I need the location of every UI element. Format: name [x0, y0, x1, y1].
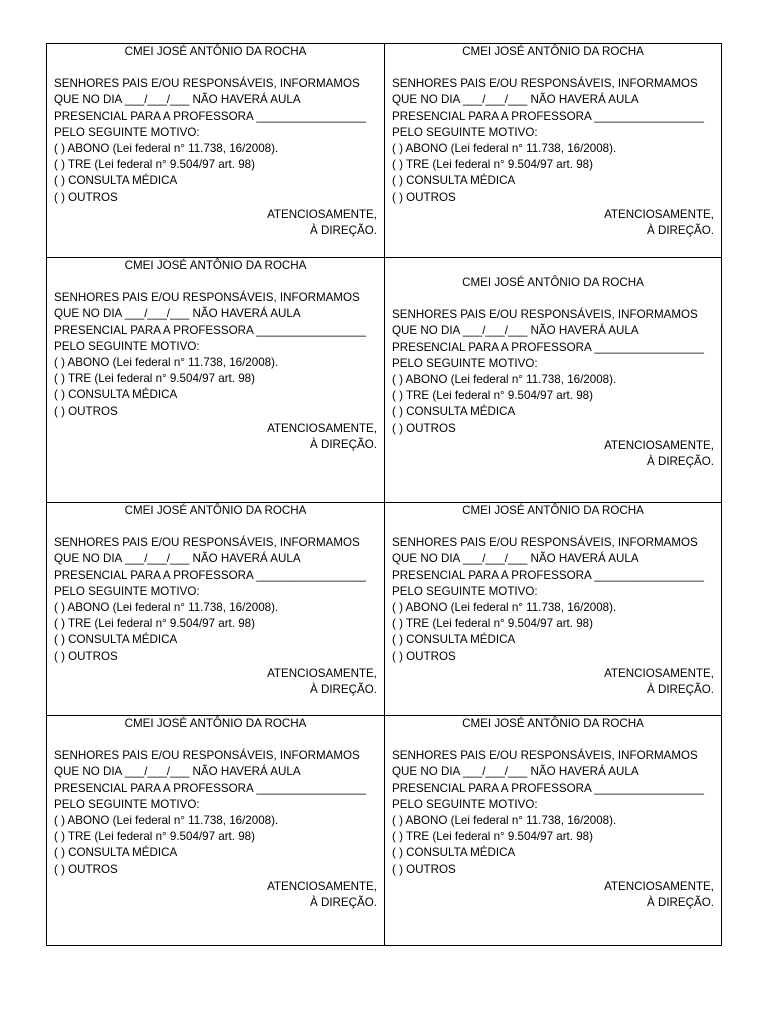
option-outros: ( ) OUTROS [54, 404, 118, 418]
notice-text-line-4: PELO SEGUINTE MOTIVO: [392, 797, 538, 811]
option-consulta-medica: ( ) CONSULTA MÉDICA [54, 388, 178, 402]
option-consulta-medica: ( ) CONSULTA MÉDICA [392, 633, 516, 647]
option-abono: ( ) ABONO (Lei federal n° 11.738, 16/2008). [392, 373, 617, 387]
notice-card-8 [384, 715, 722, 946]
option-tre: ( ) TRE (Lei federal n° 9.504/97 art. 98) [392, 617, 593, 631]
school-name: CMEI JOSÉ ANTÔNIO DA ROCHA [124, 45, 307, 58]
option-abono: ( ) ABONO (Lei federal n° 11.738, 16/2008). [54, 814, 279, 828]
notice-text-line-3: PRESENCIAL PARA A PROFESSORA _________________ [392, 781, 704, 795]
closing-signature: À DIREÇÃO. [310, 224, 377, 238]
option-abono: ( ) ABONO (Lei federal n° 11.738, 16/2008). [392, 601, 617, 615]
notice-text-line-2: QUE NO DIA ___/___/___ NÃO HAVERÁ AULA [392, 765, 639, 779]
notice-sheet [46, 43, 722, 946]
notice-card-3 [46, 257, 385, 503]
option-tre: ( ) TRE (Lei federal n° 9.504/97 art. 98) [54, 372, 255, 386]
option-abono: ( ) ABONO (Lei federal n° 11.738, 16/2008). [54, 142, 279, 156]
notice-text-line-2: QUE NO DIA ___/___/___ NÃO HAVERÁ AULA [54, 765, 301, 779]
notice-card-5 [46, 502, 385, 716]
closing-signature: À DIREÇÃO. [310, 896, 377, 910]
closing-regards: ATENCIOSAMENTE, [604, 879, 714, 893]
notice-text-line-3: PRESENCIAL PARA A PROFESSORA _________________ [392, 340, 704, 354]
option-consulta-medica: ( ) CONSULTA MÉDICA [54, 633, 178, 647]
option-outros: ( ) OUTROS [392, 649, 456, 663]
notice-text-line-2: QUE NO DIA ___/___/___ NÃO HAVERÁ AULA [392, 324, 639, 338]
closing-signature: À DIREÇÃO. [647, 455, 714, 469]
notice-text-line-4: PELO SEGUINTE MOTIVO: [54, 584, 200, 598]
notice-text-line-4: PELO SEGUINTE MOTIVO: [54, 797, 200, 811]
option-outros: ( ) OUTROS [392, 862, 456, 876]
option-outros: ( ) OUTROS [392, 190, 456, 204]
school-name: CMEI JOSÉ ANTÔNIO DA ROCHA [462, 45, 644, 58]
option-outros: ( ) OUTROS [392, 421, 456, 435]
closing-signature: À DIREÇÃO. [310, 438, 377, 452]
closing-regards: ATENCIOSAMENTE, [267, 666, 377, 680]
notice-text-line-1: SENHORES PAIS E/OU RESPONSÁVEIS, INFORMAMOS [392, 77, 698, 91]
option-abono: ( ) ABONO (Lei federal n° 11.738, 16/2008). [392, 142, 617, 156]
notice-card-7 [46, 715, 385, 946]
notice-text-line-3: PRESENCIAL PARA A PROFESSORA _________________ [392, 568, 704, 582]
school-name: CMEI JOSÉ ANTÔNIO DA ROCHA [462, 504, 644, 517]
notice-card-4 [384, 257, 722, 503]
notice-card-1 [46, 43, 385, 258]
notice-text-line-4: PELO SEGUINTE MOTIVO: [392, 125, 538, 139]
notice-text-line-1: SENHORES PAIS E/OU RESPONSÁVEIS, INFORMAMOS [392, 308, 698, 322]
closing-regards: ATENCIOSAMENTE, [604, 438, 714, 452]
school-name: CMEI JOSÉ ANTÔNIO DA ROCHA [462, 276, 644, 289]
notice-text-line-3: PRESENCIAL PARA A PROFESSORA _________________ [54, 781, 366, 795]
closing-signature: À DIREÇÃO. [647, 683, 714, 697]
option-outros: ( ) OUTROS [54, 649, 118, 663]
closing-signature: À DIREÇÃO. [647, 224, 714, 238]
option-tre: ( ) TRE (Lei federal n° 9.504/97 art. 98) [392, 158, 593, 172]
notice-text-line-1: SENHORES PAIS E/OU RESPONSÁVEIS, INFORMAMOS [392, 749, 698, 763]
option-consulta-medica: ( ) CONSULTA MÉDICA [392, 405, 516, 419]
school-name: CMEI JOSÉ ANTÔNIO DA ROCHA [462, 717, 644, 730]
notice-text-line-1: SENHORES PAIS E/OU RESPONSÁVEIS, INFORMAMOS [392, 536, 698, 550]
notice-text-line-2: QUE NO DIA ___/___/___ NÃO HAVERÁ AULA [54, 93, 301, 107]
notice-text-line-3: PRESENCIAL PARA A PROFESSORA _________________ [392, 109, 704, 123]
closing-regards: ATENCIOSAMENTE, [604, 666, 714, 680]
option-abono: ( ) ABONO (Lei federal n° 11.738, 16/2008). [54, 356, 279, 370]
option-consulta-medica: ( ) CONSULTA MÉDICA [54, 174, 178, 188]
school-name: CMEI JOSÉ ANTÔNIO DA ROCHA [124, 717, 307, 730]
notice-text-line-3: PRESENCIAL PARA A PROFESSORA _________________ [54, 323, 366, 337]
option-consulta-medica: ( ) CONSULTA MÉDICA [392, 846, 516, 860]
closing-signature: À DIREÇÃO. [647, 896, 714, 910]
option-tre: ( ) TRE (Lei federal n° 9.504/97 art. 98) [392, 389, 593, 403]
notice-text-line-2: QUE NO DIA ___/___/___ NÃO HAVERÁ AULA [392, 93, 639, 107]
notice-text-line-1: SENHORES PAIS E/OU RESPONSÁVEIS, INFORMAMOS [54, 749, 360, 763]
notice-text-line-4: PELO SEGUINTE MOTIVO: [392, 584, 538, 598]
notice-text-line-4: PELO SEGUINTE MOTIVO: [54, 125, 200, 139]
option-tre: ( ) TRE (Lei federal n° 9.504/97 art. 98) [54, 617, 255, 631]
school-name: CMEI JOSÉ ANTÔNIO DA ROCHA [124, 259, 307, 272]
notice-text-line-2: QUE NO DIA ___/___/___ NÃO HAVERÁ AULA [392, 552, 639, 566]
option-outros: ( ) OUTROS [54, 190, 118, 204]
notice-text-line-3: PRESENCIAL PARA A PROFESSORA _________________ [54, 109, 366, 123]
notice-card-2 [384, 43, 722, 258]
option-consulta-medica: ( ) CONSULTA MÉDICA [54, 846, 178, 860]
option-tre: ( ) TRE (Lei federal n° 9.504/97 art. 98) [392, 830, 593, 844]
closing-regards: ATENCIOSAMENTE, [604, 207, 714, 221]
school-name: CMEI JOSÉ ANTÔNIO DA ROCHA [124, 504, 307, 517]
notice-text-line-1: SENHORES PAIS E/OU RESPONSÁVEIS, INFORMAMOS [54, 77, 360, 91]
notice-text-line-4: PELO SEGUINTE MOTIVO: [54, 339, 200, 353]
notice-text-line-4: PELO SEGUINTE MOTIVO: [392, 356, 538, 370]
option-abono: ( ) ABONO (Lei federal n° 11.738, 16/2008). [54, 601, 279, 615]
notice-text-line-2: QUE NO DIA ___/___/___ NÃO HAVERÁ AULA [54, 307, 301, 321]
notice-text-line-1: SENHORES PAIS E/OU RESPONSÁVEIS, INFORMAMOS [54, 291, 360, 305]
option-tre: ( ) TRE (Lei federal n° 9.504/97 art. 98) [54, 158, 255, 172]
option-abono: ( ) ABONO (Lei federal n° 11.738, 16/2008). [392, 814, 617, 828]
notice-text-line-3: PRESENCIAL PARA A PROFESSORA _________________ [54, 568, 366, 582]
notice-text-line-2: QUE NO DIA ___/___/___ NÃO HAVERÁ AULA [54, 552, 301, 566]
notice-card-6 [384, 502, 722, 716]
option-outros: ( ) OUTROS [54, 862, 118, 876]
closing-regards: ATENCIOSAMENTE, [267, 207, 377, 221]
closing-regards: ATENCIOSAMENTE, [267, 421, 377, 435]
notice-text-line-1: SENHORES PAIS E/OU RESPONSÁVEIS, INFORMAMOS [54, 536, 360, 550]
notice-grid [46, 43, 722, 946]
closing-signature: À DIREÇÃO. [310, 683, 377, 697]
option-tre: ( ) TRE (Lei federal n° 9.504/97 art. 98) [54, 830, 255, 844]
option-consulta-medica: ( ) CONSULTA MÉDICA [392, 174, 516, 188]
closing-regards: ATENCIOSAMENTE, [267, 879, 377, 893]
